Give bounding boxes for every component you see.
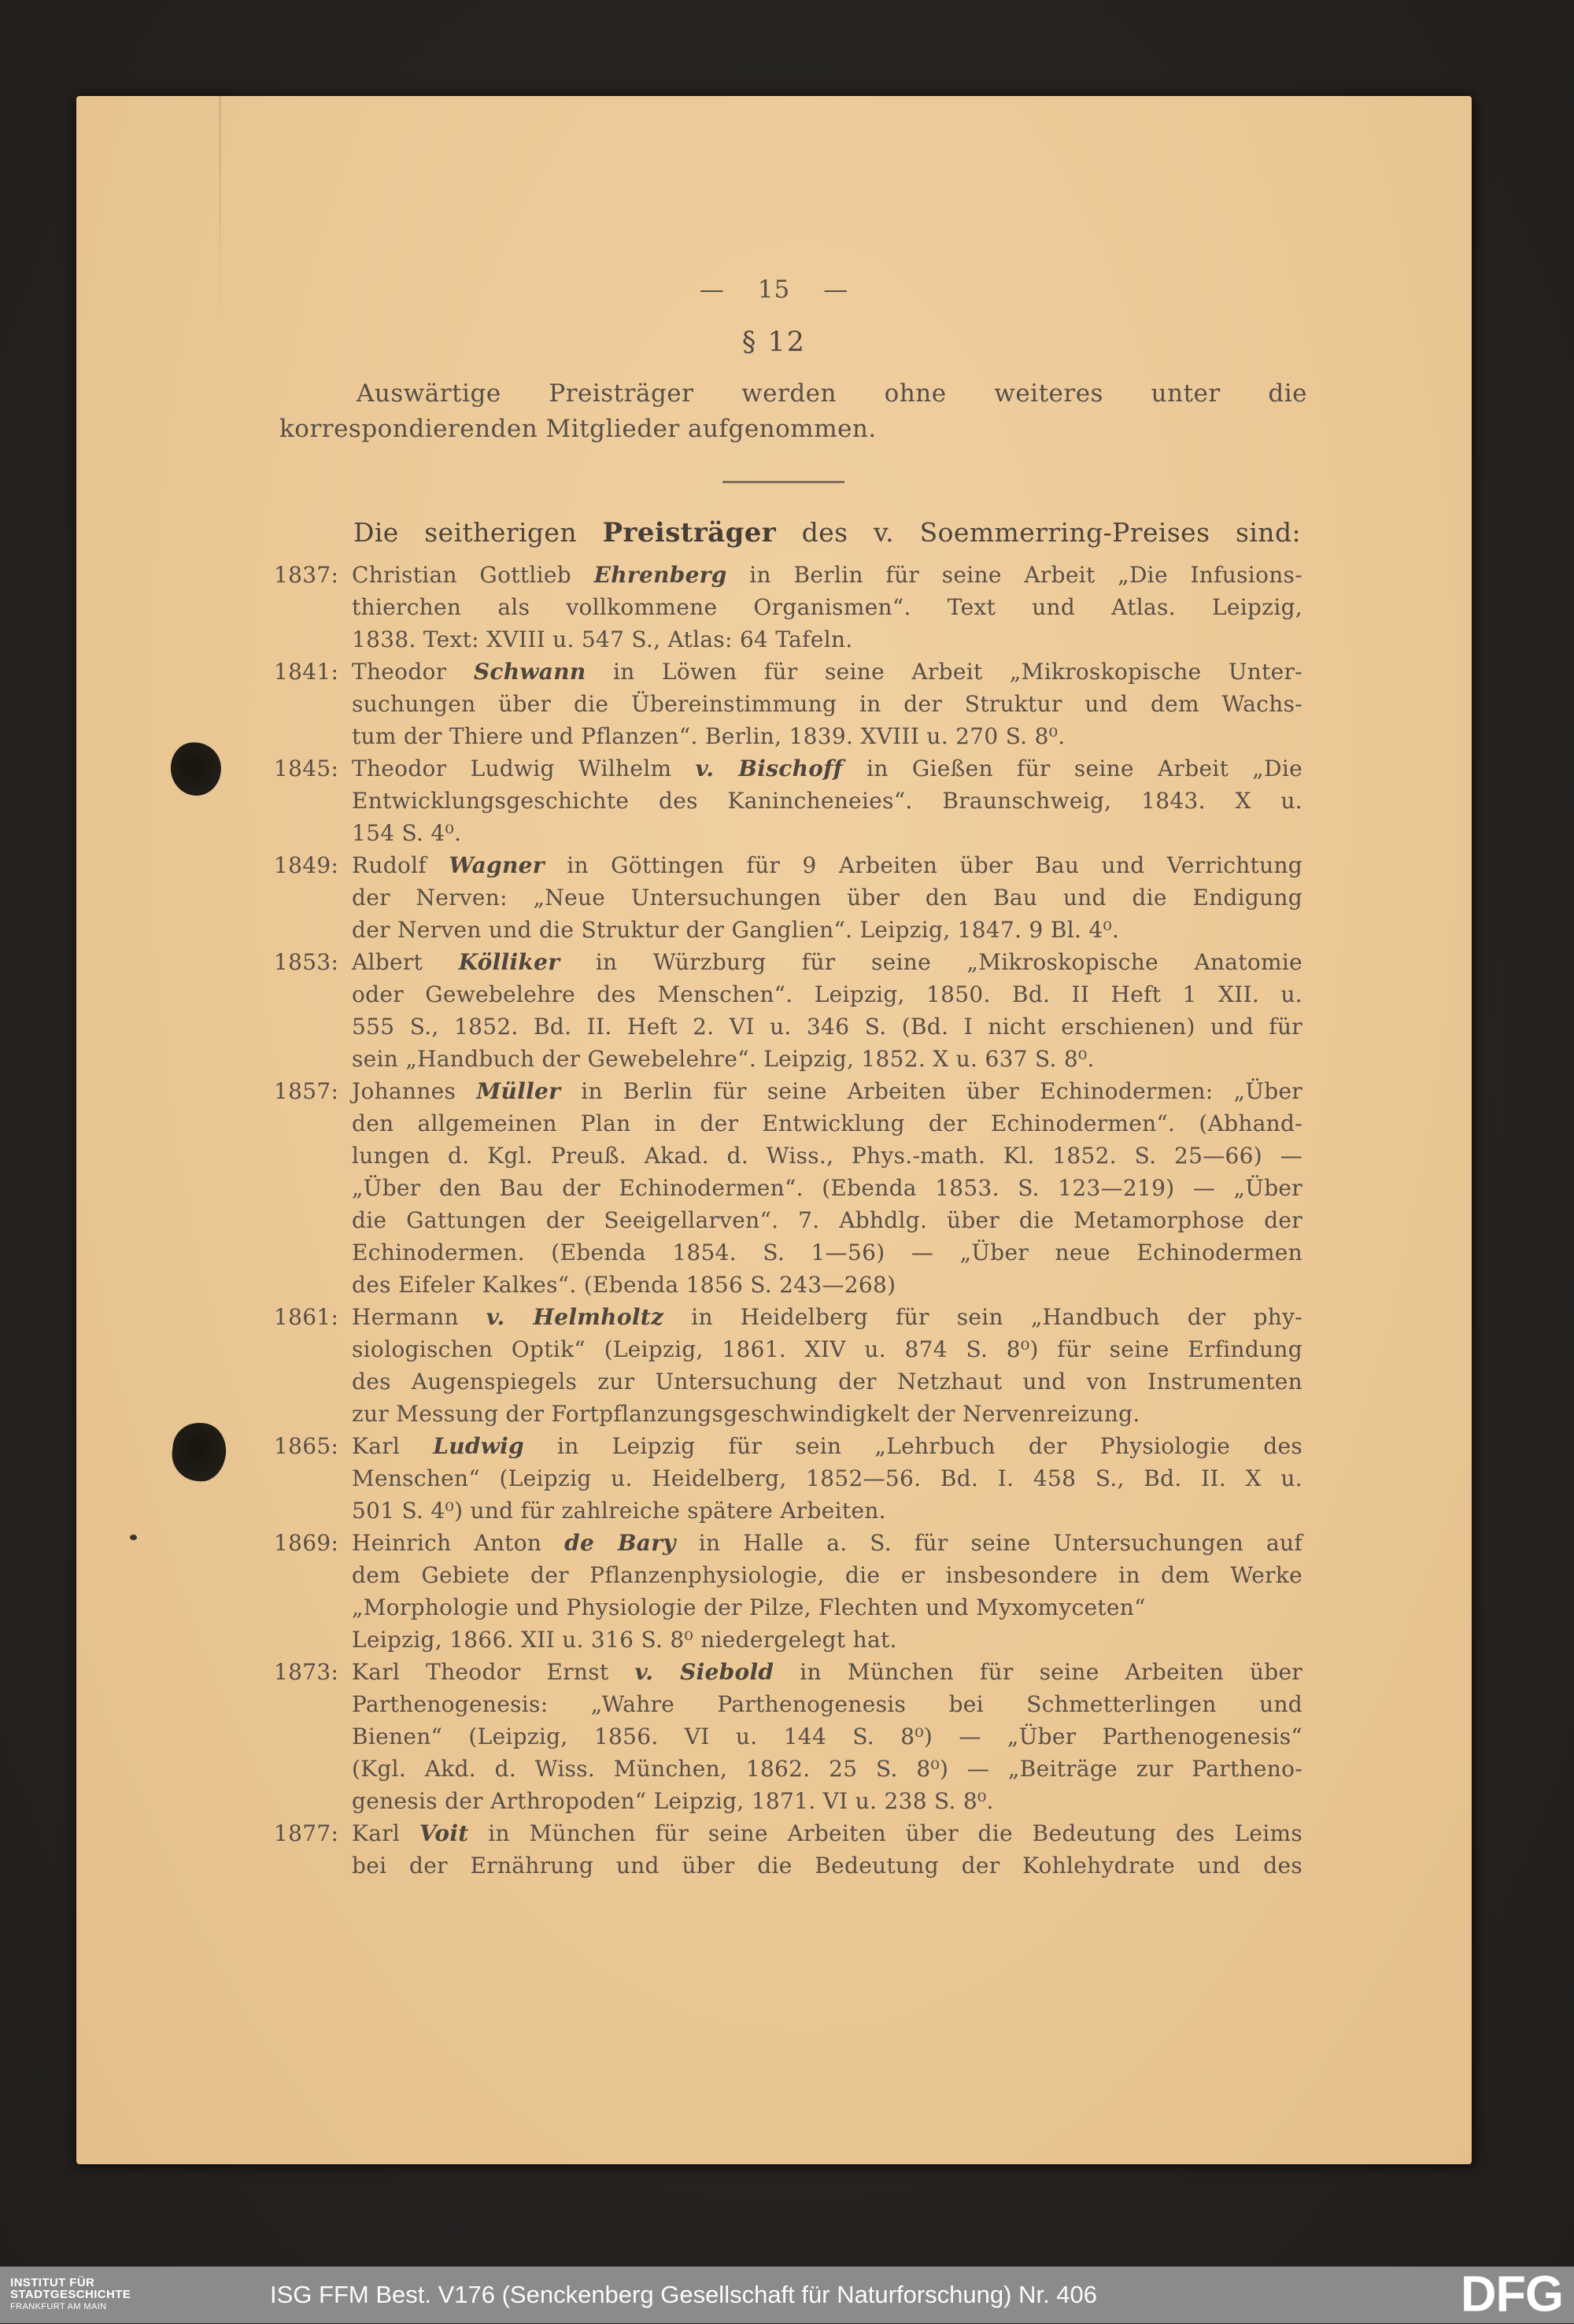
entry-text: Karl (352, 1433, 434, 1459)
entry-line (352, 1688, 1302, 1720)
entry-line (352, 1656, 1302, 1688)
prize-entry (274, 1301, 1302, 1430)
ink-blot (169, 1421, 228, 1484)
entry-year: 1849: (274, 852, 339, 878)
entry-year: 1845: (274, 756, 339, 781)
laureate-name: Kölliker (458, 949, 560, 975)
entry-year: 1865: (274, 1433, 339, 1459)
laureates-heading (353, 516, 1301, 549)
entry-line (352, 849, 1302, 881)
entry-text: in Heidelberg für sein „Handbuch der phy- (663, 1304, 1303, 1330)
entry-text: genesis der Arthropoden“ Leipzig, 1871. VI u. 238 S. 8⁰. (352, 1788, 994, 1814)
laureate-name: Schwann (473, 659, 586, 685)
entry-text: Hermann (352, 1304, 486, 1330)
entry-year: 1873: (274, 1659, 339, 1685)
entry-line (352, 1365, 1302, 1398)
page-number-dash-left: — (699, 275, 725, 304)
entry-text: Menschen“ (Leipzig u. Heidelberg, 1852—56. Bd. I. 458 S., Bd. II. X u. (352, 1465, 1302, 1491)
entry-text: Parthenogenesis: „Wahre Parthenogenesis bei Schmetterlingen und (352, 1691, 1302, 1717)
page-number (76, 275, 1472, 304)
entry-text: „Morphologie und Physiologie der Pilze, Flechten und Myxomyceten“ (352, 1594, 1146, 1620)
entry-line (352, 559, 1302, 591)
entry-line (352, 1817, 1302, 1849)
intro-line: korrespondierenden Mitglieder aufgenommen. (279, 415, 877, 443)
laureates-list (274, 559, 1302, 1882)
prize-entry (274, 559, 1302, 656)
entry-text: suchungen über die Übereinstimmung in der Struktur und dem Wachs- (352, 691, 1302, 717)
laureate-name: v. Helmholtz (486, 1304, 664, 1330)
entry-line (352, 1011, 1302, 1043)
laureate-name: Wagner (449, 852, 545, 878)
entry-text: Echinodermen. (Ebenda 1854. S. 1—56) — „Über neue Echinodermen (352, 1240, 1302, 1265)
entry-line (352, 656, 1302, 688)
institute-logo-line: STADTGESCHICHTE (10, 2288, 131, 2301)
entry-year: 1877: (274, 1820, 339, 1846)
entry-line (352, 881, 1302, 914)
entry-line (352, 1398, 1302, 1430)
entry-year: 1869: (274, 1530, 339, 1556)
entry-text: Bienen“ (Leipzig, 1856. VI u. 144 S. 8⁰) — „Über Parthenogenesis“ (352, 1724, 1302, 1749)
prize-entry (274, 656, 1302, 752)
entry-text: in Berlin für seine Arbeiten über Echinodermen: „Über (560, 1078, 1302, 1104)
entry-year: 1857: (274, 1078, 339, 1104)
entry-line (352, 1301, 1302, 1333)
entry-line (352, 1462, 1302, 1495)
laureate-name: Voit (419, 1820, 469, 1846)
entry-text: in München für seine Arbeiten über die Bedeutung des Leims (468, 1820, 1302, 1846)
entry-line (352, 1849, 1302, 1882)
institute-logo-line: INSTITUT FÜR (10, 2276, 95, 2289)
laureate-name: Ludwig (433, 1433, 524, 1459)
entry-text: Heinrich Anton (352, 1530, 565, 1556)
prize-entry (274, 752, 1302, 849)
entry-text: „Über den Bau der Echinodermen“. (Ebenda 1853. S. 123—219) — „Über (352, 1175, 1302, 1201)
entry-text: zur Messung der Fortpflanzungsgeschwindigkelt der Nervenreizung. (352, 1401, 1140, 1427)
entry-line (352, 914, 1302, 946)
entry-text: in Göttingen für 9 Arbeiten über Bau und Verrichtung (544, 852, 1303, 878)
page-number-value: 15 (757, 275, 791, 304)
document-page (76, 96, 1472, 2164)
entry-text: den allgemeinen Plan in der Entwicklung der Echinodermen“. (Abhand- (352, 1110, 1302, 1136)
entry-text: siologischen Optik“ (Leipzig, 1861. XIV u. 874 S. 8⁰) für seine Erfindung (352, 1336, 1302, 1362)
laureate-name: Ehrenberg (593, 562, 727, 588)
entry-text: lungen d. Kgl. Preuß. Akad. d. Wiss., Phys.-math. Kl. 1852. S. 25—66) — (352, 1143, 1302, 1169)
entry-line (352, 1591, 1302, 1624)
entry-text: sein „Handbuch der Gewebelehre“. Leipzig, 1852. X u. 637 S. 8⁰. (352, 1046, 1095, 1072)
entry-line (352, 1269, 1302, 1301)
entry-text: in München für seine Arbeiten über (774, 1659, 1303, 1685)
entry-text: in Berlin für seine Arbeit „Die Infusions- (726, 562, 1302, 588)
laureate-name: de Bary (564, 1530, 676, 1556)
institute-logo-line: FRANKFURT AM MAIN (10, 2302, 107, 2311)
entry-text: 501 S. 4⁰) und für zahlreiche spätere Arbeiten. (352, 1498, 886, 1524)
heading-text: Die seitherigen (353, 517, 603, 548)
archive-reference: ISG FFM Best. V176 (Senckenberg Gesellschaft für Naturforschung) Nr. 406 (270, 2281, 1098, 2308)
entry-text: Karl (352, 1820, 419, 1846)
entry-text: dem Gebiete der Pflanzenphysiologie, die er insbesondere in dem Werke (352, 1562, 1302, 1588)
heading-bold: Preisträger (602, 517, 777, 549)
entry-line (352, 623, 1302, 656)
entry-text: bei der Ernährung und über die Bedeutung der Kohlehydrate und des (352, 1853, 1302, 1879)
entry-text: Albert (352, 949, 459, 975)
entry-line (352, 1075, 1302, 1107)
entry-line (352, 1140, 1302, 1172)
institute-logo (10, 2277, 131, 2312)
entry-line (352, 1527, 1302, 1559)
entry-line (352, 1624, 1302, 1656)
prize-entry (274, 1430, 1302, 1527)
entry-text: Theodor (352, 659, 474, 685)
prize-entry (274, 1656, 1302, 1817)
entry-text: 1838. Text: XVIII u. 547 S., Atlas: 64 Tafeln. (352, 626, 853, 652)
entry-text: in Gießen für seine Arbeit „Die (842, 756, 1302, 781)
entry-line (352, 1107, 1302, 1140)
entry-year: 1841: (274, 659, 339, 685)
entry-year: 1837: (274, 562, 339, 588)
prize-entry (274, 1075, 1302, 1301)
entry-line (352, 720, 1302, 752)
entry-text: Johannes (352, 1078, 477, 1104)
entry-text: Karl Theodor Ernst (352, 1659, 635, 1685)
section-divider (722, 481, 844, 483)
entry-line (352, 946, 1302, 978)
entry-line (352, 785, 1302, 817)
entry-text: Christian Gottlieb (352, 562, 594, 588)
entry-text: in Leipzig für sein „Lehrbuch der Physiologie des (523, 1433, 1302, 1459)
entry-text: der Nerven: „Neue Untersuchungen über den Bau und die Endigung (352, 885, 1302, 911)
entry-year: 1861: (274, 1304, 339, 1330)
paper-speck (130, 1535, 137, 1540)
prize-entry (274, 849, 1302, 946)
laureate-name: v. Bischoff (695, 756, 843, 781)
entry-text: (Kgl. Akd. d. Wiss. München, 1862. 25 S. 8⁰) — „Beiträge zur Partheno- (352, 1756, 1302, 1782)
entry-text: 555 S., 1852. Bd. II. Heft 2. VI u. 346 S. (Bd. I nicht erschienen) und für (352, 1014, 1302, 1040)
entry-line (352, 1204, 1302, 1236)
entry-line (352, 1236, 1302, 1269)
heading-text: des v. Soemmerring-Preises sind: (776, 517, 1301, 548)
intro-line: Auswärtige Preisträger werden ohne weiteres unter die (357, 379, 1307, 408)
entry-line (352, 1753, 1302, 1785)
entry-line (352, 1172, 1302, 1204)
ink-blot (168, 739, 225, 799)
page-number-dash-right: — (823, 275, 849, 304)
entry-text: in Löwen für seine Arbeit „Mikroskopische Unter- (586, 659, 1302, 685)
dfg-logo: DFG (1461, 2266, 1563, 2322)
entry-line (352, 1495, 1302, 1527)
archive-footer-bar (0, 2267, 1574, 2323)
entry-text: oder Gewebelehre des Menschen“. Leipzig, 1850. Bd. II Heft 1 XII. u. (352, 981, 1302, 1007)
entry-text: Entwicklungsgeschichte des Kanincheneies“. Braunschweig, 1843. X u. (352, 788, 1302, 814)
entry-line (352, 591, 1302, 623)
entry-line (352, 1559, 1302, 1591)
entry-text: des Augenspiegels zur Untersuchung der Netzhaut und von Instrumenten (352, 1369, 1302, 1395)
prize-entry (274, 1817, 1302, 1882)
entry-text: die Gattungen der Seeigellarven“. 7. Abhdlg. über die Metamorphose der (352, 1207, 1302, 1233)
entry-line (352, 817, 1302, 849)
entry-text: in Würzburg für seine „Mikroskopische Anatomie (560, 949, 1302, 975)
entry-text: in Halle a. S. für seine Untersuchungen auf (675, 1530, 1302, 1556)
intro-paragraph (279, 376, 1307, 447)
prize-entry (274, 946, 1302, 1075)
entry-text: der Nerven und die Struktur der Ganglien“. Leipzig, 1847. 9 Bl. 4⁰. (352, 917, 1120, 943)
entry-line (352, 978, 1302, 1011)
entry-text: 154 S. 4⁰. (352, 820, 462, 846)
section-heading: § 12 (741, 327, 807, 358)
laureate-name: v. Siebold (634, 1659, 774, 1685)
entry-year: 1853: (274, 949, 339, 975)
entry-line (352, 1720, 1302, 1753)
prize-entry (274, 1527, 1302, 1656)
entry-line (352, 752, 1302, 785)
entry-line (352, 1333, 1302, 1365)
entry-text: Leipzig, 1866. XII u. 316 S. 8⁰ niedergelegt hat. (352, 1627, 897, 1653)
entry-text: Rudolf (352, 852, 449, 878)
entry-line (352, 688, 1302, 720)
entry-line (352, 1430, 1302, 1462)
laureate-name: Müller (476, 1078, 561, 1104)
entry-text: tum der Thiere und Pflanzen“. Berlin, 1839. XVIII u. 270 S. 8⁰. (352, 723, 1066, 749)
entry-text: thierchen als vollkommene Organismen“. Text und Atlas. Leipzig, (352, 594, 1302, 620)
entry-line (352, 1043, 1302, 1075)
entry-line (352, 1785, 1302, 1817)
entry-text: des Eifeler Kalkes“. (Ebenda 1856 S. 243—268) (352, 1272, 896, 1298)
entry-text: Theodor Ludwig Wilhelm (352, 756, 696, 781)
